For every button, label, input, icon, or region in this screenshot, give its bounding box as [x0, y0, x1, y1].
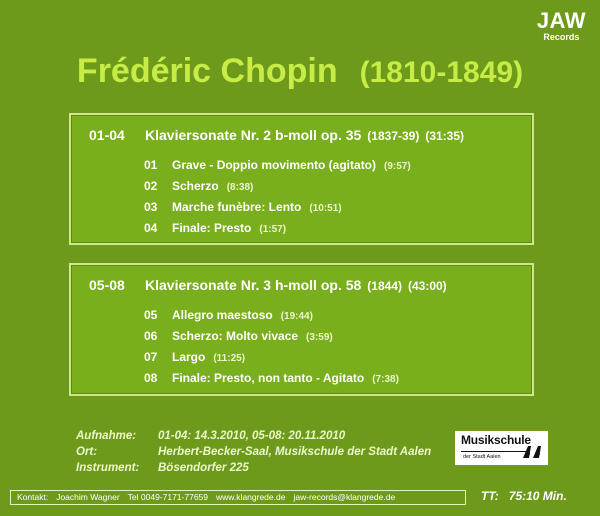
- recording-instrument-value: Bösendorfer 225: [158, 462, 249, 474]
- sonata-title: Klaviersonate Nr. 3 h-moll op. 58: [145, 277, 362, 293]
- school-name: Musikschule: [461, 433, 531, 447]
- school-subtitle: der Stadt Aalen: [463, 454, 501, 460]
- movement-duration: (7:38): [372, 374, 399, 385]
- recording-date-label: Aufnahme:: [76, 430, 137, 442]
- recording-venue-value: Herbert-Becker-Saal, Musikschule der Stadt Aalen: [158, 446, 432, 458]
- movement-row: [144, 176, 411, 197]
- recording-instrument-row: [76, 460, 431, 476]
- movement-title: Marche funèbre: Lento: [172, 200, 302, 214]
- movement-title: Allegro maestoso: [172, 308, 273, 322]
- movement-title: Scherzo: Molto vivace: [172, 329, 299, 343]
- total-time-value: 75:10 Min.: [508, 489, 567, 503]
- composer-years: (1810-1849): [359, 56, 524, 89]
- movement-row: [144, 218, 411, 239]
- movement-row: [144, 155, 411, 176]
- musikschule-logo: [455, 431, 548, 465]
- movement-duration: (19:44): [280, 311, 313, 322]
- sonata-title-line: [89, 127, 464, 143]
- sonata-panel-2: [69, 263, 534, 396]
- composer-heading: [0, 52, 600, 91]
- movement-number: 02: [144, 179, 158, 193]
- movement-row: [144, 197, 411, 218]
- movement-title: Scherzo: [172, 179, 219, 193]
- total-time-label: TT:: [481, 489, 499, 503]
- school-logo-rule: [461, 451, 529, 452]
- label-sub: Records: [543, 32, 580, 42]
- movement-title: Finale: Presto, non tanto - Agitato: [172, 371, 365, 385]
- movement-title: Finale: Presto: [172, 221, 252, 235]
- movement-list: [144, 155, 411, 239]
- contact-tel: Tel 0049-7171-77659: [127, 492, 208, 502]
- sonata-duration: (43:00): [407, 279, 447, 293]
- track-range: 05-08: [89, 277, 125, 293]
- movement-number: 05: [144, 308, 158, 322]
- movement-number: 03: [144, 200, 158, 214]
- movement-list: [144, 305, 399, 389]
- movement-title: Largo: [172, 350, 206, 364]
- sonata-panel-1: [69, 113, 534, 245]
- contact-email: jaw-records@klangrede.de: [293, 492, 396, 502]
- movement-number: 01: [144, 158, 158, 172]
- movement-duration: (8:38): [226, 182, 254, 193]
- movement-number: 07: [144, 350, 158, 364]
- movement-duration: (9:57): [384, 161, 411, 172]
- movement-row: [144, 326, 399, 347]
- contact-label: Kontakt:: [17, 492, 49, 502]
- track-range: 01-04: [89, 127, 125, 143]
- label-name: JAW: [536, 8, 586, 33]
- movement-row: [144, 368, 399, 389]
- contact-website: www.klangrede.de: [216, 492, 286, 502]
- contact-person: Joachim Wagner: [56, 492, 120, 502]
- recording-date-row: [76, 428, 431, 444]
- recording-venue-label: Ort:: [76, 446, 98, 458]
- total-time: [481, 489, 567, 503]
- recording-instrument-label: Instrument:: [76, 462, 140, 474]
- sonata-title: Klaviersonate Nr. 2 b-moll op. 35: [145, 127, 362, 143]
- sonata-duration: (31:35): [425, 129, 465, 143]
- sonata-composed: (1844): [367, 279, 402, 293]
- recording-venue-row: [76, 444, 431, 460]
- aa-mark-icon: [522, 445, 544, 459]
- movement-number: 04: [144, 221, 158, 235]
- movement-number: 08: [144, 371, 158, 385]
- movement-duration: (1:57): [259, 224, 287, 235]
- recording-info: [76, 428, 431, 476]
- movement-duration: (10:51): [309, 203, 342, 214]
- contact-bar: [10, 490, 466, 505]
- movement-row: [144, 305, 399, 326]
- movement-duration: (3:59): [306, 332, 333, 343]
- sonata-composed: (1837-39): [367, 129, 420, 143]
- movement-row: [144, 347, 399, 368]
- sonata-title-line: [89, 277, 447, 293]
- recording-date-value: 01-04: 14.3.2010, 05-08: 20.11.2010: [158, 430, 346, 442]
- movement-duration: (11:25): [213, 353, 246, 364]
- movement-title: Grave - Doppio movimento (agitato): [172, 158, 377, 172]
- jaw-records-logo: [537, 10, 586, 42]
- movement-number: 06: [144, 329, 158, 343]
- composer-name: Frédéric Chopin: [76, 52, 338, 90]
